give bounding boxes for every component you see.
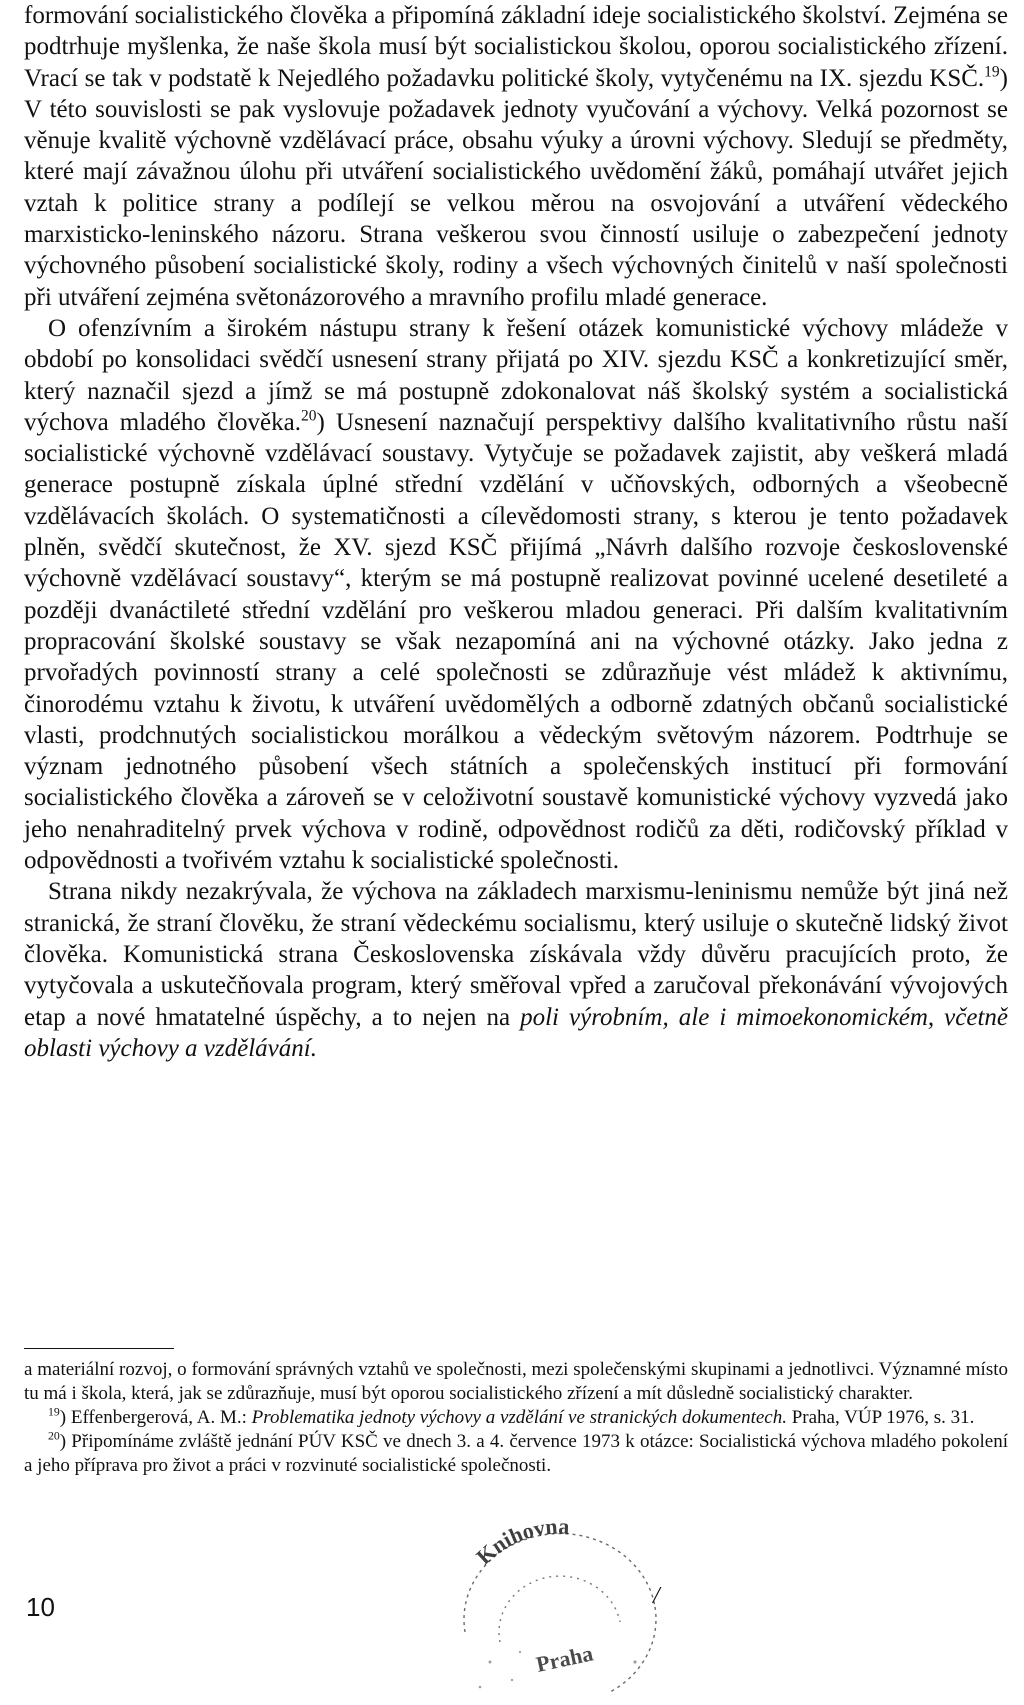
text-run: ) Připomínáme zvláště jednání PÚV KSČ ve dnech 3. a 4. července 1973 k otázce: Socialistická výchova mladého pokolení a jeho příprava pro život a práci v rozvinuté socialistické společnosti. [24,1430,1008,1476]
text-run: a materiální rozvoj, o formování správných vztahů ve společnosti, mezi společenskými skupinami a jednotlivci. Významné místo tu má i škola, která, jak se zdůrazňuje, musí být oporou socialistického zřízení a mít důsledně socialistický charakter. [24,1359,1008,1404]
page-number: 10 [26,1592,55,1622]
paragraph-1 [24,0,1008,313]
text-run: Strana nikdy nezakrývala, že výchova na základech marxismu-leninismu nemůže být jiná než stranická, že straní člověku, že straní vědeckému socialismu, který usiluje o skutečně lidský život člověka. Komunistická strana Československa získávala vždy důvěru pracujících proto, že vytyčovala a uskutečňovala program, který směřoval vpřed a zaručoval překonávání vývojových etap a nové hmatatelné úspěchy, a to nejen na [24,878,1008,1031]
text-run: ) Effenbergerová, A. M.: [59,1406,252,1428]
footnote-2 [24,1406,1008,1430]
footnotes-section [24,1358,1008,1478]
stamp-text-inner: Praha [533,1640,596,1677]
footnote-reference: 20 [48,1429,60,1443]
footnote-separator [24,1348,174,1349]
footnote-reference: 20 [300,407,317,425]
stamp-text-top: Knihovna [471,1513,570,1570]
text-run: O ofenzívním a širokém nástupu strany k řešení otázek komunistické výchovy mládeže v období po konsolidaci svědčí usnesení strany přijatá po XIV. sjezdu KSČ a konkretizující směr, který naznačil sjezd a jímž se má postupně zdokonalovat náš školský systém a socialistická výchova mladého člověka. [24,314,1008,436]
stamp-outer-arc [464,1534,655,1632]
footnote-1 [24,1358,1008,1406]
stamp-right-arc [610,1607,656,1692]
text-run: ) V této souvislosti se pak vyslovuje požadavek jednoty vyučování a výchovy. Velká pozornost se věnuje kvalitě výchovně vzdělávací práce, obsahu výuky a úrovni výchovy. Sledují se předměty, které mají závažnou úlohu při utváření socialistického uvědomění žáků, pomáhají utvářet jejich vztah k politice strany a podílejí se velkou měrou na osvojování a utváření vědeckého marxisticko-leninského názoru. Strana veškerou svou činností usiluje o zabezpečení jednoty výchovného působení socialistické školy, rodiny a všech výchovných činitelů v naší společnosti při utváření zejména světonázorového a mravního profilu mladé generace. [24,64,1008,311]
italic-text: Problematika jednoty výchovy a vzdělání ve stranických dokumentech. [251,1406,787,1428]
paragraph-3 [24,876,1008,1064]
text-run: formování socialistického člověka a připomíná základní ideje socialistického školství. Zejména se podtrhuje myšlenka, že naše škola musí být socialistickou školou, oporou socialistického zřízení. Vrací se tak v podstatě k Nejedlého požadavku politické školy, vytyčenému na IX. sjezdu KSČ. [24,2,1008,92]
italic-text: poli výrobním, ale i mimoekonomickém, včetně oblasti výchovy a vzdělávání. [24,1003,1009,1062]
footnote-reference: 19 [984,63,1000,81]
text-run: ) Usnesení naznačují perspektivy dalšího kvalitativního růstu naší socialistické výchovně vzdělávací soustavy. Vytyčuje se požadavek zajistit, aby veškerá mladá generace postupně získala úplné střední vzdělání v učňovských, odborných a všeobecně vzdělávacích školách. O systematičnosti a cílevědomosti strany, s kterou je tento požadavek plněn, svědčí skutečnost, že XV. sjezd KSČ přijímá „Návrh dalšího rozvoje československé výchovně vzdělávací soustavy“, kterým se má postupně realizovat povinné ucelené desetileté a později dvanáctileté střední vzdělání pro veškerou mladou generaci. Při dalším kvalitativním propracování školské soustavy se však nezapomíná ani na výchovné otázky. Jako jedna z prvořadých povinností strany a celé společnosti se zdůrazňuje vést mládež k aktivnímu, činorodému vztahu k životu, k utváření uvědomělých a odborně zdatných občanů socialistické vlasti, prodchnutých socialistickou morálkou a vědeckým světovým názorem. Podtrhuje se význam jednotného působení všech státních a společenských institucí při formování socialistického člověka a zároveň se v celoživotní soustavě komunistické výchovy vyzvedá jako jeho nenahraditelný prvek výchova v rodině, odpovědnost rodičů za děti, rodičovský příklad v odpovědnosti a tvořivém vztahu k socialistické společnosti. [24,408,1008,875]
library-stamp [420,1512,690,1702]
margin-mark: / [653,1583,660,1609]
footnote-reference: 19 [48,1405,60,1419]
stamp-inner-arc [499,1576,620,1642]
main-text-body [24,0,1008,1064]
text-run: Praha, VÚP 1976, s. 31. [786,1406,975,1428]
footnote-3 [24,1430,1008,1478]
paragraph-2 [24,313,1008,876]
